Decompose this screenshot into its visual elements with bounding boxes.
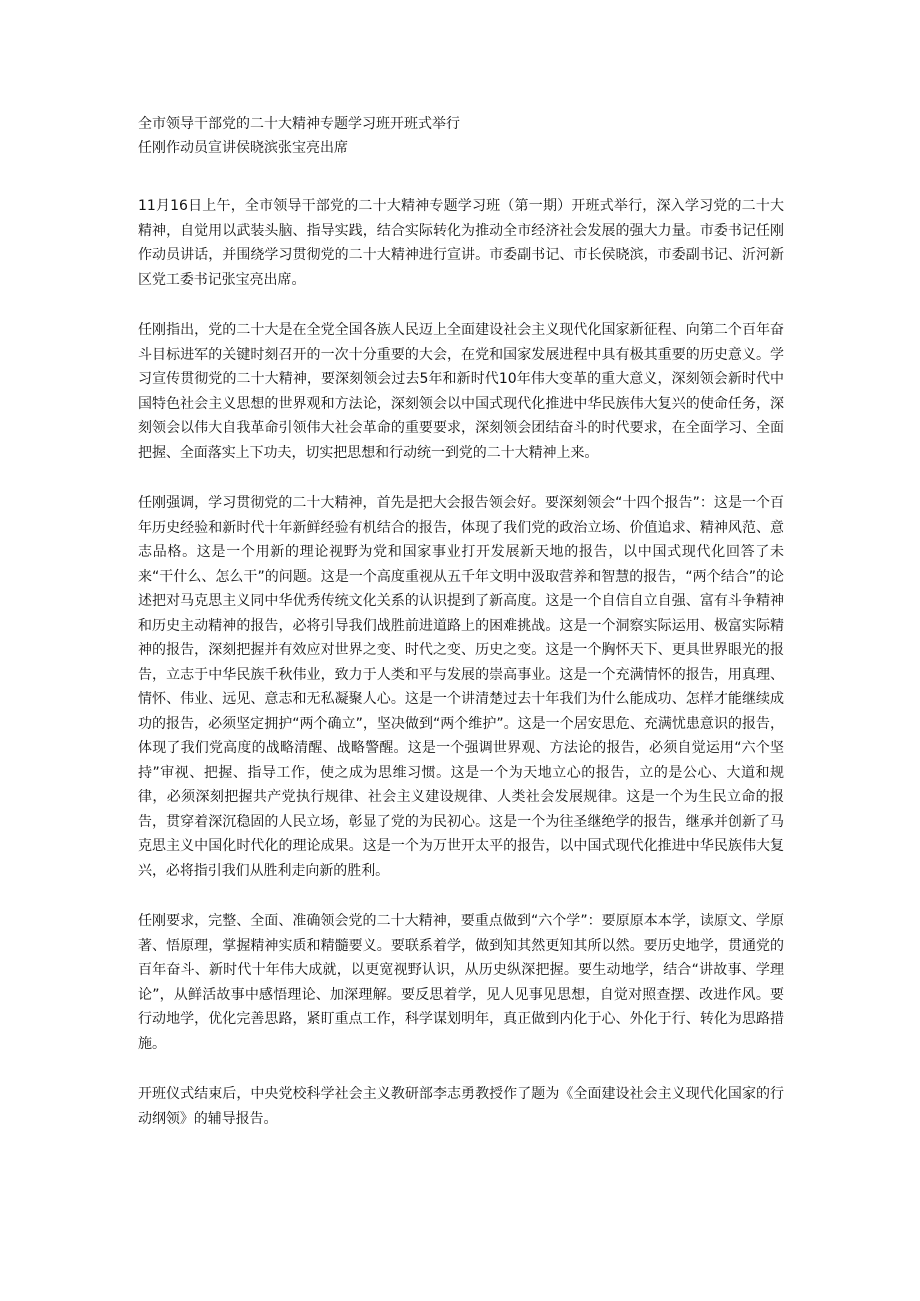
paragraph-significance: 任刚指出，党的二十大是在全党全国各族人民迈上全面建设社会主义现代化国家新征程、向第二个百年奋斗目标进军的关键时刻召开的一次十分重要的大会，在党和国家发展进程中具有极其重要的历史意义。学习宣传贯彻党的二十大精神，要深刻领会过去5年和新时代10年伟大变革的重大意义，深刻领会新时代中国特色社会主义思想的世界观和方法论，深刻领会以中国式现代化推进中华民族伟大复兴的使命任务，深刻领会以伟大自我革命引领伟大社会革命的重要要求，深刻领会团结奋斗的时代要求，在全面学习、全面把握、全面落实上下功夫，切实把思想和行动统一到党的二十大精神上来。 xyxy=(138,322,784,461)
article xyxy=(138,112,784,1131)
article-title: 全市领导干部党的二十大精神专题学习班开班式举行 xyxy=(138,116,460,132)
paragraph-opening: 11月16日上午，全市领导干部党的二十大精神专题学习班（第一期）开班式举行，深入学习党的二十大精神，自觉用以武装头脑、指导实践，结合实际转化为推动全市经济社会发展的强大力量。市委书记任刚作动员讲话，并围绕学习贯彻党的二十大精神进行宣讲。市委副书记、市长侯晓滨，市委副书记、沂河新区党工委书记张宝亮出席。 xyxy=(138,198,784,288)
paragraph-closing: 开班仪式结束后，中央党校科学社会主义教研部李志勇教授作了题为《全面建设社会主义现代化国家的行动纲领》的辅导报告。 xyxy=(138,1086,784,1127)
paragraph-fourteen-reports: 任刚强调，学习贯彻党的二十大精神，首先是把大会报告领会好。要深刻领会“十四个报告”：这是一个百年历史经验和新时代十年新鲜经验有机结合的报告，体现了我们党的政治立场、价值追求、精神风范、意志品格。这是一个用新的理论视野为党和国家事业打开发展新天地的报告，以中国式现代化回答了未来“干什么、怎么干”的问题。这是一个高度重视从五千年文明中汲取营养和智慧的报告，“两个结合”的论述把对马克思主义同中华优秀传统文化关系的认识提到了新高度。这是一个自信自立自强、富有斗争精神和历史主动精神的报告，必将引导我们战胜前进道路上的困难挑战。这是一个洞察实际运用、极富实际精神的报告，深刻把握并有效应对世界之变、时代之变、历史之变。这是一个胸怀天下、更具世界眼光的报告，立志于中华民族千秋伟业，致力于人类和平与发展的崇高事业。这是一个充满情怀的报告，用真理、情怀、伟业、远见、意志和无私凝聚人心。这是一个讲清楚过去十年我们为什么能成功、怎样才能继续成功的报告，必须坚定拥护“两个确立”，坚决做到“两个维护”。这是一个居安思危、充满忧患意识的报告，体现了我们党高度的战略清醒、战略警醒。这是一个强调世界观、方法论的报告，必须自觉运用“六个坚持”审视、把握、指导工作，使之成为思维习惯。这是一个为天地立心的报告，立的是公心、大道和规律，必须深刻把握共产党执行规律、社会主义建设规律、人类社会发展规律。这是一个为生民立命的报告，贯穿着深沉稳固的人民立场，彰显了党的为民初心。这是一个为往圣继绝学的报告，继承并创新了马克思主义中国化时代化的理论成果。这是一个为万世开太平的报告，以中国式现代化推进中华民族伟大复兴，必将指引我们从胜利走向新的胜利。 xyxy=(138,495,784,879)
article-subtitle: 任刚作动员宣讲侯晓滨张宝亮出席 xyxy=(138,140,348,156)
paragraph-six-studies: 任刚要求，完整、全面、准确领会党的二十大精神，要重点做到“六个学”：要原原本本学，读原文、学原著、悟原理，掌握精神实质和精髓要义。要联系着学，做到知其然更知其所以然。要历史地学，贯通党的百年奋斗、新时代十年伟大成就，以更宽视野认识，从历史纵深把握。要生动地学，结合“讲故事、学理论”，从鲜活故事中感悟理论、加深理解。要反思着学，见人见事见思想，自觉对照查摆、改进作风。要行动地学，优化完善思路，紧盯重点工作，科学谋划明年，真正做到内化于心、外化于行、转化为思路措施。 xyxy=(138,913,784,1052)
